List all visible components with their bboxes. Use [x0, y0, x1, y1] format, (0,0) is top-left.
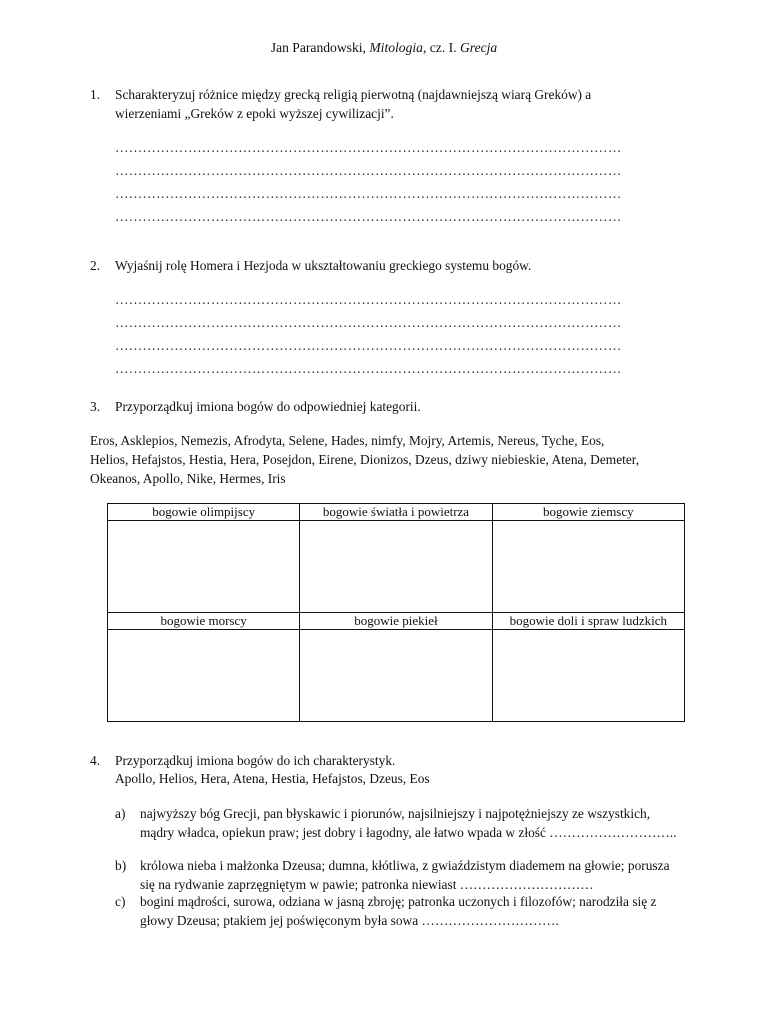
q4-god-names: Apollo, Helios, Hera, Atena, Hestia, Hefajstos, Dzeus, Eos — [115, 771, 430, 786]
q1-answer-line[interactable]: ………………………………………………………………………………………………… — [115, 186, 622, 201]
q4-item-text[interactable]: bogini mądrości, surowa, odziana w jasną zbroję; patronka uczonych i filozofów; narodziła się z głowy Dzeusa; ptakiem jej poświęconym była sowa …………………………. — [140, 894, 657, 928]
category-olympian-header: bogowie olimpijscy — [108, 504, 300, 521]
q4-item-letter: b) — [115, 858, 127, 873]
header-work-title: Mitologia — [369, 40, 423, 55]
q1-answer-line[interactable]: ………………………………………………………………………………………………… — [115, 140, 622, 155]
page-header — [0, 38, 768, 57]
header-author: Jan Parandowski, — [270, 40, 366, 55]
q3-names-line: Helios, Hefajstos, Hestia, Hera, Posejdon, Eirene, Dionizos, Dzeus, dziwy niebieskie, Atena, Demeter, — [90, 452, 640, 467]
q3-names-line: Okeanos, Apollo, Nike, Hermes, Iris — [90, 471, 286, 486]
category-earth-header: bogowie ziemscy — [492, 504, 684, 521]
q1-answer-line[interactable]: ………………………………………………………………………………………………… — [115, 163, 622, 178]
q2-number: 2. — [90, 258, 101, 273]
q1-number: 1. — [90, 87, 101, 102]
q1-answer-line[interactable]: ………………………………………………………………………………………………… — [115, 209, 622, 224]
q3-category-table — [107, 503, 685, 722]
q4-text: Przyporządkuj imiona bogów do ich charakterystyk. — [115, 753, 396, 768]
category-earth-cell[interactable] — [492, 521, 684, 613]
q2-answer-line[interactable]: ………………………………………………………………………………………………… — [115, 338, 622, 353]
q4-item-letter: a) — [115, 806, 126, 821]
category-fate-cell[interactable] — [492, 630, 684, 722]
q3-text: Przyporządkuj imiona bogów do odpowiedniej kategorii. — [115, 399, 421, 414]
q2-answer-line[interactable]: ………………………………………………………………………………………………… — [115, 315, 622, 330]
header-part: , cz. I. — [422, 40, 457, 55]
q2-answer-line[interactable]: ………………………………………………………………………………………………… — [115, 361, 622, 376]
category-sea-cell[interactable] — [108, 630, 300, 722]
category-underworld-header: bogowie piekieł — [300, 613, 492, 630]
q1-text: Scharakteryzuj różnice między grecką religią pierwotną (najdawniejszą wiarą Greków) a wierzeniami „Greków z epoki wyższej cywilizacji”. — [115, 87, 592, 121]
category-fate-header: bogowie doli i spraw ludzkich — [492, 613, 684, 630]
category-underworld-cell[interactable] — [300, 630, 492, 722]
q4-item-text[interactable]: królowa nieba i małżonka Dzeusa; dumna, kłótliwa, z gwiaździstym diademem na głowie; porusza się na rydwanie zaprzęgniętym w pawie; patronka niewiast ………………………… — [140, 858, 670, 892]
category-light-air-header: bogowie światła i powietrza — [300, 504, 492, 521]
q2-text: Wyjaśnij rolę Homera i Hezjoda w ukształtowaniu greckiego systemu bogów. — [115, 258, 532, 273]
q4-item-letter: c) — [115, 894, 126, 909]
q4-item-text[interactable]: najwyższy bóg Grecji, pan błyskawic i piorunów, najsilniejszy i najpotężniejszy ze wszystkich, mądry władca, opiekun praw; jest dobry i łagodny, ale łatwo wpada w złość ……………………….. — [140, 806, 677, 840]
q2-answer-line[interactable]: ………………………………………………………………………………………………… — [115, 292, 622, 307]
header-section: Grecja — [459, 40, 498, 55]
category-olympian-cell[interactable] — [108, 521, 300, 613]
q3-god-names — [90, 431, 690, 488]
q4-number: 4. — [90, 753, 101, 768]
q3-number: 3. — [90, 399, 101, 414]
q3-names-line: Eros, Asklepios, Nemezis, Afrodyta, Selene, Hades, nimfy, Mojry, Artemis, Nereus, Tyche, Eos, — [90, 433, 605, 448]
category-sea-header: bogowie morscy — [108, 613, 300, 630]
category-light-air-cell[interactable] — [300, 521, 492, 613]
